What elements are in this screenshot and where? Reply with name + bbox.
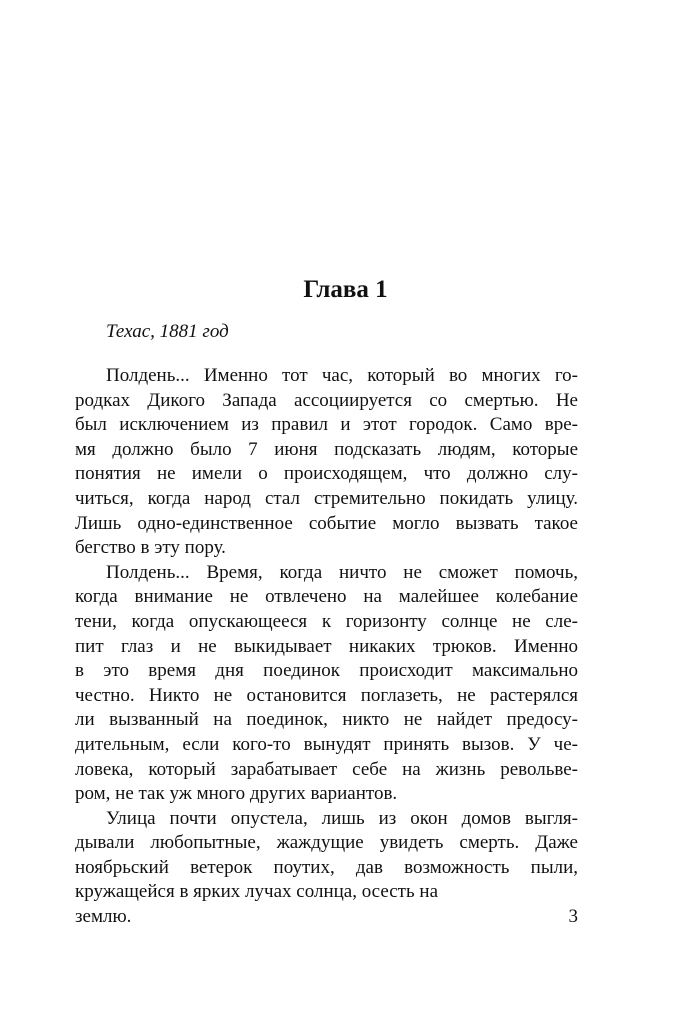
text-line: ноябрьский ветерок поутих, дав возможность пыли, xyxy=(75,856,578,878)
text-line: дывали любопытные, жаждущие увидеть смерть. Даже xyxy=(75,832,578,854)
text-line: в это время дня поединок происходит максимально xyxy=(75,660,578,682)
text-line: Лишь одно-единственное событие могло вызвать такое xyxy=(75,512,578,534)
last-line xyxy=(75,905,578,930)
text-line: Полдень... Время, когда ничто не сможет помочь, xyxy=(106,561,578,583)
text-line: ли вызванный на поединок, никто не найдет предосу- xyxy=(75,709,578,731)
text-line: землю. xyxy=(75,906,132,928)
text-line: мя должно было 7 июня подсказать людям, которые xyxy=(75,438,578,460)
text-line: понятия не имели о происходящем, что должно слу- xyxy=(75,463,578,485)
text-line: дительным, если кого-то вынудят принять вызов. У че- xyxy=(75,733,578,755)
text-line: Полдень... Именно тот час, который во многих го- xyxy=(106,365,578,386)
chapter-subtitle: Техас, 1881 год xyxy=(106,321,229,342)
text-line: родках Дикого Запада ассоциируется со смертью. Не xyxy=(75,389,578,411)
text-line: честно. Никто не остановится поглазеть, не растерялся xyxy=(75,684,578,706)
body-text xyxy=(75,364,578,930)
text-line: бегство в эту пору. xyxy=(75,537,226,559)
text-line: кружащейся в ярких лучах солнца, осесть на xyxy=(75,881,439,903)
page-number: 3 xyxy=(568,906,578,928)
chapter-title: Глава 1 xyxy=(303,276,388,303)
text-line: Улица почти опустела, лишь из окон домов выгля- xyxy=(106,807,578,829)
text-line: ловека, который зарабатывает себе на жизнь револьве- xyxy=(75,758,578,780)
text-line: когда внимание не отвлечено на малейшее колебание xyxy=(75,586,578,608)
text-line: читься, когда народ стал стремительно покидать улицу. xyxy=(75,487,578,509)
text-line: пит глаз и не выкидывает никаких трюков. Именно xyxy=(75,635,578,657)
text-line: ром, не так уж много других вариантов. xyxy=(75,783,398,805)
text-lines xyxy=(75,364,578,905)
text-line: был исключением из правил и этот городок. Само вре- xyxy=(75,414,578,436)
text-line: тени, когда опускающееся к горизонту солнце не сле- xyxy=(75,610,578,632)
